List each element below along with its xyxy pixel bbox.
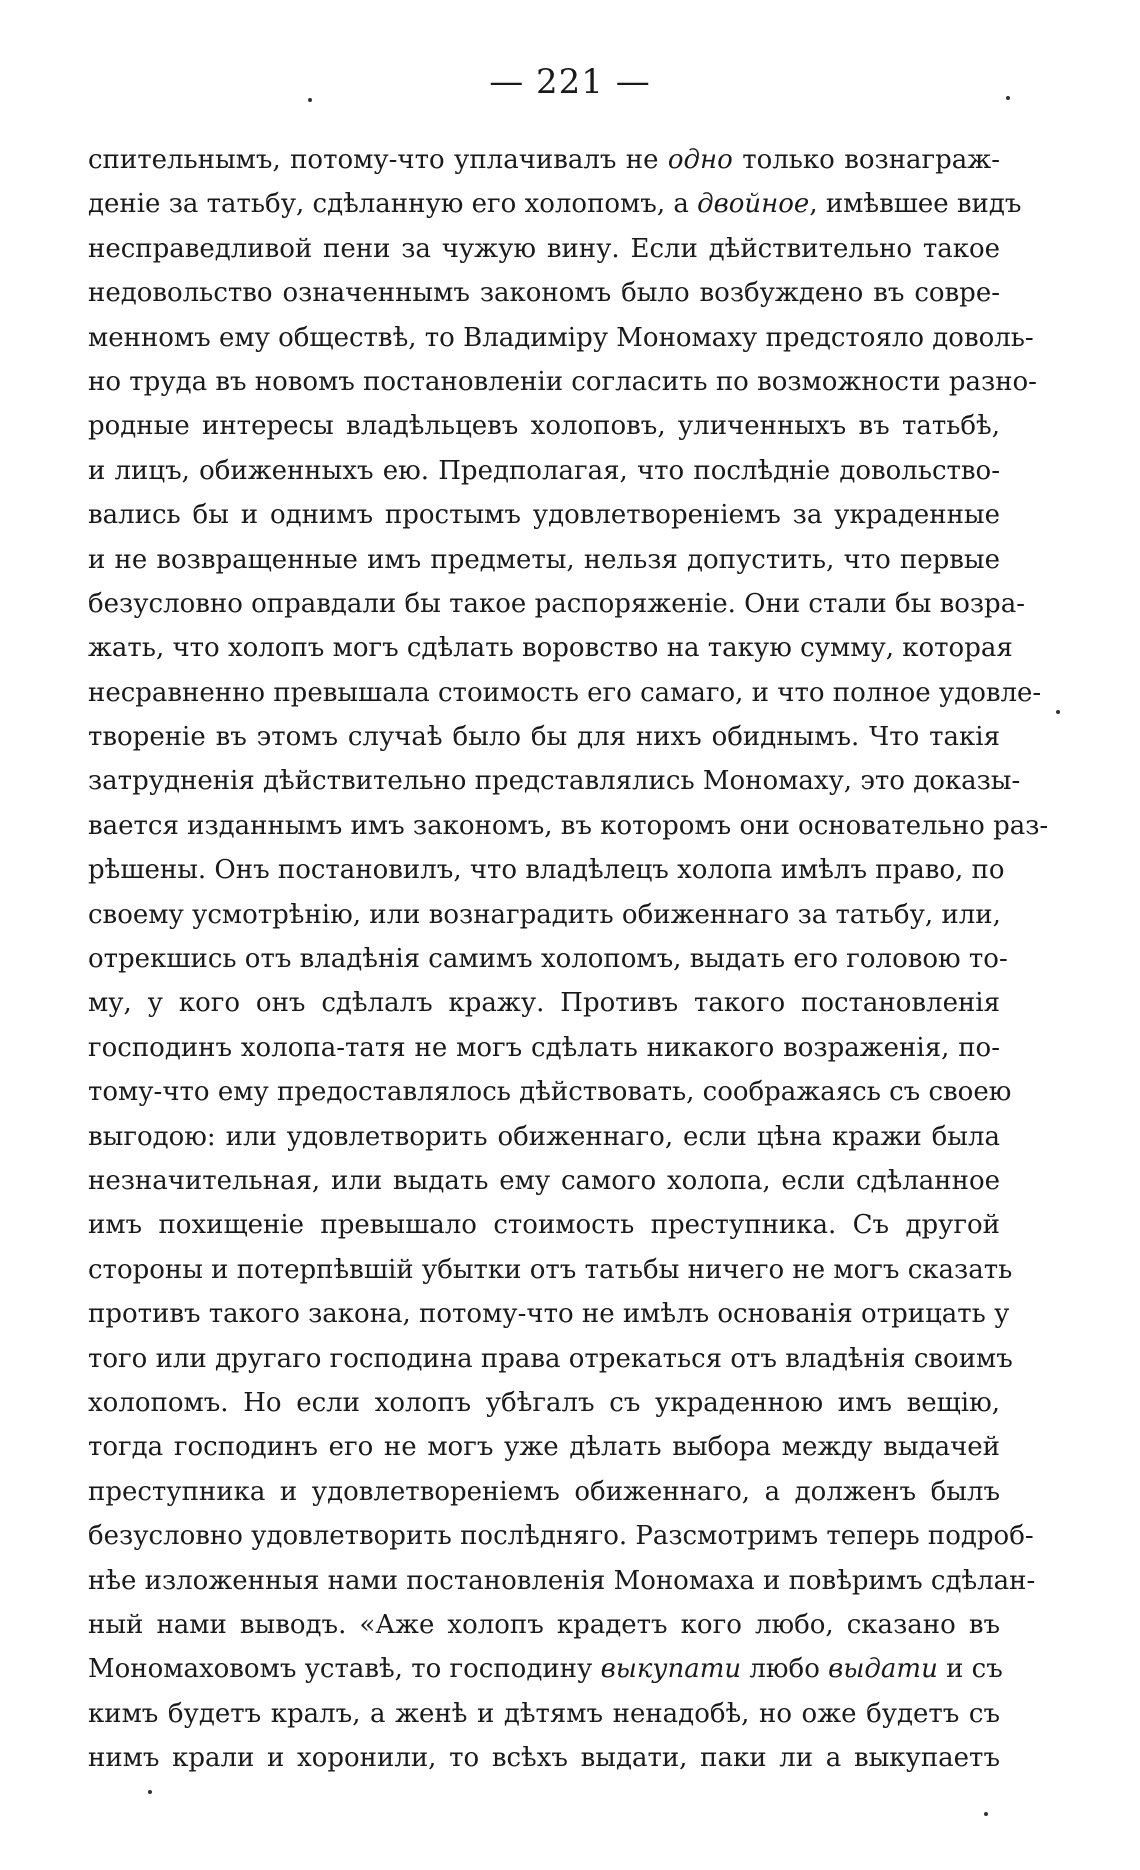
text-segment: родные интересы владѣльцевъ холоповъ, уличенныхъ въ татьбѣ,: [88, 411, 1000, 442]
text-line: [88, 981, 1000, 1025]
text-line: [88, 360, 1037, 404]
text-segment: , имѣвшее видъ: [809, 189, 1022, 220]
text-segment: Мономаховомъ уставѣ, то господину: [88, 1654, 601, 1685]
text-line: [88, 138, 1000, 182]
text-segment: выгодою: или удовлетворить обиженнаго, если цѣна кражи была: [88, 1121, 1000, 1152]
text-line: [88, 1292, 1010, 1336]
text-line: [88, 1603, 1000, 1647]
text-segment: несправедливой пени за чужую вину. Если дѣйствительно такое: [88, 233, 1000, 264]
text-line: [88, 1115, 1000, 1159]
text-segment: господинъ холопа-татя не могъ сдѣлать никакого возраженія, по-: [88, 1032, 1000, 1063]
text-line: [88, 227, 1000, 271]
text-line: [88, 1692, 1000, 1736]
text-line: [88, 715, 1000, 759]
text-line: [88, 404, 1000, 448]
text-segment: своему усмотрѣнію, или вознаградить обиженнаго за татьбу, или,: [88, 899, 1001, 930]
text-line: [88, 1337, 1013, 1381]
text-segment: ный нами выводъ. «Аже холопъ крадетъ кого любо, сказано въ: [88, 1609, 1000, 1640]
text-segment: незначительная, или выдать ему самого холопа, если сдѣланное: [88, 1165, 1000, 1196]
text-line: [88, 1514, 1034, 1558]
text-segment: жать, что холопъ могъ сдѣлать воровство на такую сумму, которая: [88, 633, 1013, 664]
text-line: [88, 1559, 1036, 1603]
text-segment: холопомъ. Но если холопъ убѣгалъ съ украденною имъ вещію,: [88, 1387, 1000, 1418]
text-line: [88, 937, 1008, 981]
italic-text: выдати: [828, 1654, 938, 1685]
text-segment: того или другаго господина права отрекаться отъ владѣнія своимъ: [88, 1343, 1013, 1374]
text-line: [88, 493, 1000, 537]
text-line: [88, 449, 1000, 493]
italic-text: одно: [667, 145, 733, 175]
text-segment: тогда господинъ его не могъ уже дѣлать выбора между выдачей: [88, 1432, 1000, 1463]
text-segment: деніе за татьбу, сдѣланную его холопомъ, а: [88, 189, 698, 220]
text-segment: и съ: [937, 1654, 1003, 1685]
text-line: [88, 1381, 1000, 1425]
text-line: [88, 626, 1013, 670]
text-line: [88, 671, 1042, 715]
text-segment: безусловно удовлетворить послѣдняго. Разсмотримъ теперь подроб-: [88, 1521, 1034, 1552]
text-line: [88, 848, 1005, 892]
text-line: [88, 1736, 1000, 1780]
text-segment: твореніе въ этомъ случаѣ было бы для нихъ обиднымъ. Что такія: [88, 722, 1000, 753]
text-segment: безусловно оправдали бы такое распоряженіе. Они стали бы возра-: [88, 588, 1025, 619]
text-line: [88, 1070, 1012, 1114]
text-segment: и не возвращенные имъ предметы, нельзя допустить, что первые: [88, 544, 1000, 575]
text-segment: имъ похищеніе превышало стоимость преступника. Съ другой: [88, 1210, 1000, 1241]
text-segment: нимъ крали и хоронили, то всѣхъ выдати, паки ли а выкупаетъ: [88, 1743, 1000, 1774]
text-segment: только вознаграж-: [732, 145, 1000, 175]
text-segment: несравненно превышала стоимость его самаго, и что полное удовле-: [88, 677, 1042, 708]
text-line: [88, 1425, 1000, 1469]
text-segment: му, у кого онъ сдѣлалъ кражу. Противъ такого постановленія: [88, 988, 1000, 1019]
ink-speck: [1056, 710, 1060, 714]
page-number: — 221 —: [489, 62, 651, 102]
text-line: [88, 182, 1022, 226]
text-segment: кимъ будетъ кралъ, а женѣ и дѣтямъ ненадобѣ, но оже будетъ съ: [88, 1698, 1000, 1729]
text-line: [88, 1470, 1000, 1514]
text-segment: и лицъ, обиженныхъ ею. Предполагая, что послѣдніе довольство-: [88, 455, 1000, 486]
text-segment: менномъ ему обществѣ, то Владиміру Мономаху предстояло доволь-: [88, 322, 1034, 353]
text-segment: любо: [741, 1654, 829, 1685]
text-line: [88, 316, 1034, 360]
text-segment: недовольство означеннымъ закономъ было возбуждено въ совре-: [88, 278, 1000, 309]
text-segment: стороны и потерпѣвшій убытки отъ татьбы ничего не могъ сказать: [88, 1254, 1013, 1285]
text-segment: спительнымъ, потому-что уплачивалъ не: [88, 145, 668, 175]
text-segment: затрудненія дѣйствительно представлялись Мономаху, это доказы-: [88, 766, 1021, 797]
text-line: [88, 759, 1021, 803]
text-line: [88, 1203, 1000, 1247]
text-line: [88, 271, 1000, 315]
text-segment: отрекшись отъ владѣнія самимъ холопомъ, выдать его головою то-: [88, 944, 1008, 975]
text-line: [88, 1248, 1013, 1292]
ink-speck: [148, 1790, 152, 1794]
text-segment: вается изданнымъ имъ закономъ, въ которомъ они основательно раз-: [88, 810, 1049, 841]
text-line: [88, 804, 1049, 848]
text-segment: нѣе изложенныя нами постановленія Мономаха и повѣримъ сдѣлан-: [88, 1565, 1036, 1596]
text-segment: тому-что ему предоставлялось дѣйствовать, соображаясь съ своею: [88, 1077, 1012, 1108]
text-line: [88, 1647, 1003, 1691]
text-line: [88, 1026, 1000, 1070]
text-segment: вались бы и однимъ простымъ удовлетвореніемъ за украденные: [88, 500, 1000, 531]
text-segment: противъ такого закона, потому-что не имѣлъ основанія отрицать у: [88, 1299, 1010, 1330]
text-segment: рѣшены. Онъ постановилъ, что владѣлецъ холопа имѣлъ право, по: [88, 855, 1005, 886]
text-segment: преступника и удовлетвореніемъ обиженнаго, а долженъ былъ: [88, 1476, 1000, 1507]
text-line: [88, 1159, 1000, 1203]
ink-speck: [984, 1812, 988, 1816]
text-line: [88, 582, 1025, 626]
italic-text: двойное: [697, 189, 810, 220]
body-text: [88, 138, 1049, 1780]
text-segment: но труда въ новомъ постановленіи согласить по возможности разно-: [88, 366, 1037, 397]
italic-text: выкупати: [600, 1654, 742, 1685]
text-line: [88, 893, 1000, 937]
text-line: [88, 538, 1000, 582]
